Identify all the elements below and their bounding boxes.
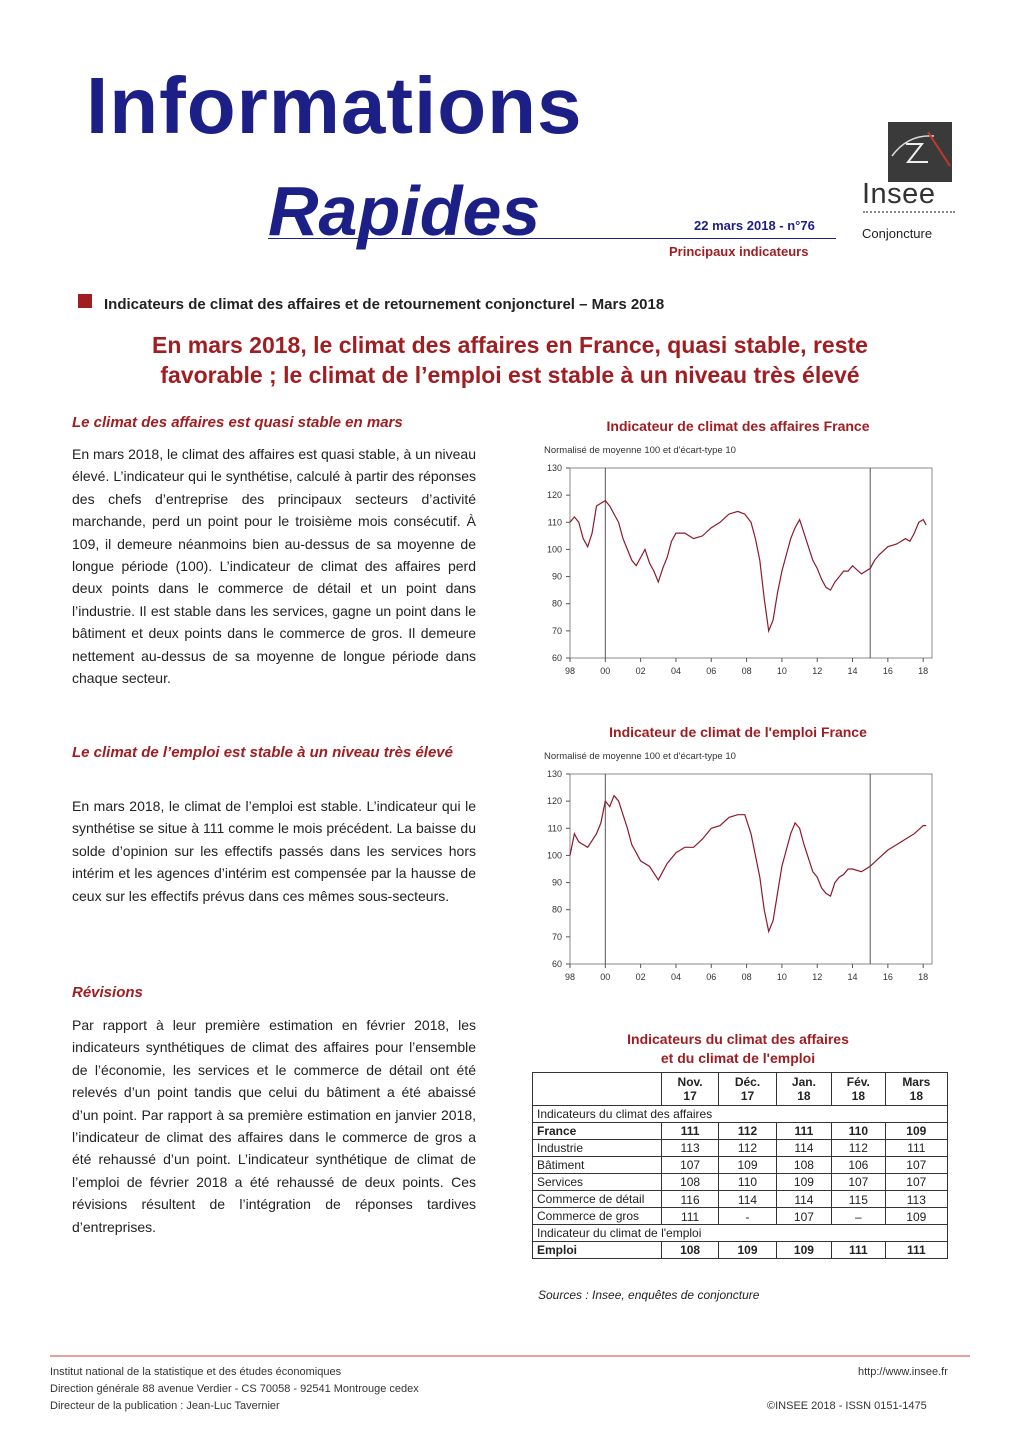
table-cell: 110	[832, 1123, 886, 1140]
chart2-x-tick-label: 18	[918, 972, 929, 982]
chart1-x-tick-label: 12	[812, 666, 823, 676]
table-cell: -	[719, 1208, 777, 1225]
chart1-x-tick-label: 04	[670, 666, 681, 676]
chart2-x-tick-label: 16	[882, 972, 893, 982]
chart2-y-tick-label: 70	[551, 931, 562, 942]
table-row	[533, 1174, 948, 1191]
chart2-x-tick-label: 06	[706, 972, 717, 982]
table-row-label: Emploi	[533, 1242, 662, 1259]
chart2-y-tick-label: 90	[551, 877, 562, 888]
chart1-x-tick-label: 02	[635, 666, 646, 676]
kicker-bullet-icon	[78, 294, 92, 308]
table-cell: 107	[885, 1157, 947, 1174]
chart2-y-tick-label: 110	[547, 823, 562, 834]
table-cell: 108	[662, 1174, 719, 1191]
table-group-row	[533, 1106, 948, 1123]
chart1-y-tick-label: 80	[551, 598, 562, 609]
table-title	[528, 1030, 948, 1068]
chart1-y-tick-label: 70	[551, 625, 562, 636]
insee-logo-sub: Conjoncture	[862, 226, 933, 241]
table-cell: 111	[662, 1208, 719, 1225]
table-cell: 108	[662, 1242, 719, 1259]
table-cell: 109	[719, 1157, 777, 1174]
table-col-header: Déc. 17	[719, 1073, 777, 1106]
table-cell: 113	[662, 1140, 719, 1157]
chart2-x-tick-label: 14	[847, 972, 858, 982]
table-cell: 111	[776, 1123, 831, 1140]
chart2-x-tick-label: 08	[741, 972, 752, 982]
chart1-title: Indicateur de climat des affaires France	[606, 418, 870, 434]
chart1-x-tick-label: 98	[564, 666, 576, 676]
insee-logo-tagline	[863, 211, 955, 216]
chart1-x-tick-label: 08	[741, 666, 752, 676]
table-col-header: Nov. 17	[662, 1073, 719, 1106]
kicker-text: Indicateurs de climat des affaires et de retournement conjoncturel – Mars 2018	[104, 296, 665, 313]
table-row	[533, 1157, 948, 1174]
headline-line-2: favorable ; le climat de l’emploi est stable à un niveau très élevé	[160, 362, 860, 388]
chart1-x-tick-label: 10	[776, 666, 787, 676]
table-cell: 115	[832, 1191, 886, 1208]
section-body-3: Par rapport à leur première estimation en février 2018, les indicateurs synthétiques de climat des affaires pour l’ensemble de l’économie, les services et le commerce de détail ont été relevés d’un point tandis que celui du bâtiment a été abaissé d’un point. Par rapport à sa première estimation en janvier 2018, l’indicateur de climat des affaires dans le commerce de gros a été rehaussé d’un point. L’indicateur synthétique de climat de l’emploi de février 2018 a été rehaussé de deux points. Ces révisions résultent de l’intégration de réponses tardives d’entreprises.	[72, 1017, 476, 1235]
footer-copyright: ©INSEE 2018 - ISSN 0151-1475	[767, 1400, 927, 1412]
chart1-x-tick-label: 14	[847, 666, 858, 676]
headline-line-1: En mars 2018, le climat des affaires en France, quasi stable, reste	[152, 332, 868, 358]
chart2-x-tick-label: 10	[776, 972, 787, 982]
table-row-label: Industrie	[533, 1140, 662, 1157]
table-cell: 108	[776, 1157, 831, 1174]
indicators-table	[532, 1072, 948, 1259]
section-body-1: En mars 2018, le climat des affaires est quasi stable, à un niveau élevé. L’indicateur qui le synthétise, calculé à partir des réponses des chefs d’entreprise des principaux secteurs d’activité marchande, perd un point pour le troisième mois consécutif. À 109, il demeure néanmoins bien au-dessus de sa moyenne de longue période (100). L’indicateur de climat des affaires perd deux points dans le commerce de détail et un point dans l’industrie. Il est stable dans les services, gagne un point dans le bâtiment et deux points dans le commerce de gros. Il demeure nettement au-dessus de sa moyenne de longue période dans chaque secteur.	[72, 446, 476, 687]
climat-affaires-chart	[532, 458, 942, 688]
table-cell: 107	[885, 1174, 947, 1191]
table-cell: 111	[662, 1123, 719, 1140]
table-row	[533, 1208, 948, 1225]
table-cell: 112	[719, 1140, 777, 1157]
section-body-2: En mars 2018, le climat de l’emploi est stable. L’indicateur qui le synthétise se situe à 111 comme le mois précédent. La baisse du solde d’opinion sur les effectifs passés dans les services hors intérim et les agences d’intérim est compensée par la hausse de ceux sur les effectifs prévus dans ces mêmes sous-secteurs.	[72, 798, 476, 904]
table-cell: –	[832, 1208, 886, 1225]
table-cell: 111	[832, 1242, 886, 1259]
chart1-y-tick-label: 110	[547, 517, 562, 528]
footer-institution: Institut national de la statistique et des études économiques	[50, 1366, 342, 1378]
insee-logo-icon	[888, 122, 952, 182]
table-col-header: Jan. 18	[776, 1073, 831, 1106]
table-col-header: Mars 18	[885, 1073, 947, 1106]
chart1-y-tick-label: 120	[546, 490, 562, 501]
chart1-y-tick-label: 130	[546, 463, 562, 473]
chart2-x-tick-label: 00	[600, 972, 611, 982]
chart2-title: Indicateur de climat de l'emploi France	[609, 724, 867, 740]
chart1-y-tick-label: 100	[546, 544, 562, 555]
chart2-x-tick-label: 98	[564, 972, 576, 982]
chart2-subtitle: Normalisé de moyenne 100 et d'écart-type 10	[544, 751, 736, 762]
table-cell: 106	[832, 1157, 886, 1174]
chart1-y-tick-label: 90	[551, 571, 562, 582]
table-row-label: Commerce de détail	[533, 1191, 662, 1208]
climat-emploi-chart	[532, 764, 942, 994]
table-cell: 109	[885, 1123, 947, 1140]
issue-date: 22 mars 2018 - n°76	[694, 218, 815, 233]
table-group-row	[533, 1225, 948, 1242]
table-group-label: Indicateur du climat de l'emploi	[533, 1225, 948, 1242]
table-row-label: Commerce de gros	[533, 1208, 662, 1225]
table-corner	[533, 1073, 662, 1106]
table-cell: 114	[719, 1191, 777, 1208]
chart1-subtitle: Normalisé de moyenne 100 et d'écart-type 10	[544, 445, 736, 456]
chart2-y-tick-label: 60	[551, 959, 562, 969]
chart1-x-tick-label: 00	[600, 666, 611, 676]
chart1-plot-area	[570, 468, 932, 658]
chart1-x-tick-label: 16	[882, 666, 893, 676]
footer-rule	[50, 1355, 970, 1357]
table-cell: 111	[885, 1242, 947, 1259]
masthead-subtitle: Rapides	[268, 172, 541, 250]
chart2-x-tick-label: 04	[670, 972, 681, 982]
table-cell: 110	[719, 1174, 777, 1191]
table-cell: 107	[776, 1208, 831, 1225]
table-row	[533, 1140, 948, 1157]
chart1-y-tick-label: 60	[551, 653, 562, 663]
table-row	[533, 1242, 948, 1259]
table-cell: 109	[719, 1242, 777, 1259]
footer-url-link[interactable]: http://www.insee.fr	[858, 1366, 948, 1378]
table-cell: 112	[719, 1123, 777, 1140]
footer-address: Direction générale 88 avenue Verdier - CS 70058 - 92541 Montrouge cedex	[50, 1383, 419, 1395]
masthead-title: Informations	[86, 61, 583, 150]
table-title-line-1: Indicateurs du climat des affaires	[627, 1031, 849, 1047]
table-title-line-2: et du climat de l'emploi	[660, 1050, 816, 1066]
chart2-x-tick-label: 12	[812, 972, 823, 982]
insee-logo	[858, 122, 958, 247]
table-row	[533, 1191, 948, 1208]
table-cell: 109	[776, 1174, 831, 1191]
table-cell: 114	[776, 1191, 831, 1208]
chart2-y-tick-label: 120	[546, 796, 562, 807]
table-cell: 111	[885, 1140, 947, 1157]
table-row-label: Services	[533, 1174, 662, 1191]
footer-director: Directeur de la publication : Jean-Luc Tavernier	[50, 1400, 280, 1412]
table-cell: 113	[885, 1191, 947, 1208]
chart2-y-tick-label: 100	[546, 850, 562, 861]
table-cell: 107	[662, 1157, 719, 1174]
table-row-label: Bâtiment	[533, 1157, 662, 1174]
table-header-row	[533, 1073, 948, 1106]
table-col-header: Fév. 18	[832, 1073, 886, 1106]
table-cell: 112	[832, 1140, 886, 1157]
section-heading-3: Révisions	[72, 984, 143, 1001]
headline	[100, 330, 920, 390]
table-cell: 107	[832, 1174, 886, 1191]
header-rule	[268, 238, 836, 239]
chart1-x-tick-label: 18	[918, 666, 929, 676]
table-group-label: Indicateurs du climat des affaires	[533, 1106, 948, 1123]
table-row	[533, 1123, 948, 1140]
section-heading-1: Le climat des affaires est quasi stable en mars	[72, 414, 403, 431]
chart2-y-tick-label: 80	[551, 904, 562, 915]
table-sources: Sources : Insee, enquêtes de conjoncture	[538, 1288, 760, 1302]
chart2-x-tick-label: 02	[635, 972, 646, 982]
chart2-y-tick-label: 130	[546, 769, 562, 779]
section-heading-2: Le climat de l’emploi est stable à un niveau très élevé	[72, 744, 453, 761]
table-cell: 114	[776, 1140, 831, 1157]
chart2-plot-area	[570, 774, 932, 964]
table-row-label: France	[533, 1123, 662, 1140]
issue-series: Principaux indicateurs	[669, 244, 809, 259]
table-cell: 116	[662, 1191, 719, 1208]
table-cell: 109	[776, 1242, 831, 1259]
table-cell: 109	[885, 1208, 947, 1225]
insee-logo-name: Insee	[862, 178, 936, 210]
chart1-x-tick-label: 06	[706, 666, 717, 676]
